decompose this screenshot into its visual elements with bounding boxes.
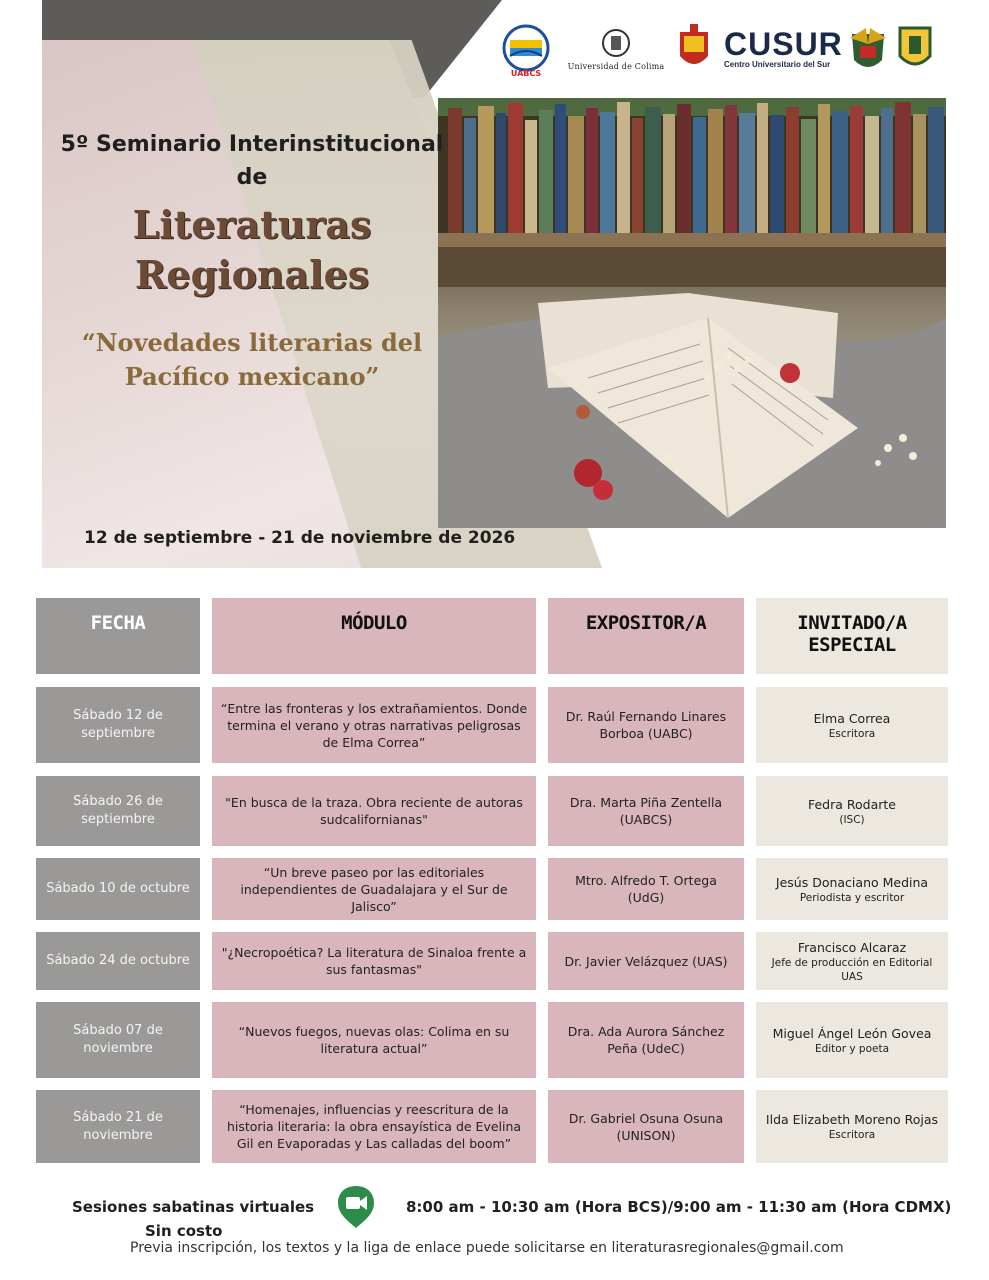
uas-logo: [848, 24, 888, 76]
date-range: 12 de septiembre - 21 de noviembre de 2026: [84, 528, 516, 548]
footer-cost: Sin costo: [145, 1222, 223, 1240]
row-3-guest: [756, 858, 948, 920]
seminar-title-line1: 5º Seminario Interinstitucional: [60, 132, 444, 157]
row-4-guest-name: Francisco Alcaraz: [797, 939, 907, 955]
row-6-speaker: Dr. Gabriel Osuna Osuna (UNISON): [548, 1090, 744, 1163]
row-4-date: Sábado 24 de octubre: [36, 932, 200, 990]
row-1-speaker: Dr. Raúl Fernando Linares Borboa (UABC): [548, 687, 744, 763]
row-4-guest: [756, 932, 948, 990]
main-title-line2: Regionales: [134, 252, 370, 297]
row-4-guest-role: Jefe de producción en Editorial UAS: [771, 956, 933, 983]
row-3-guest-name: Jesús Donaciano Medina: [775, 874, 929, 890]
row-2-module: [212, 776, 536, 846]
row-4-module-text: "¿Necropoética? La literatura de Sinaloa frente a sus fantasmas": [221, 945, 527, 977]
row-1-module-text: “Entre las fronteras y los extrañamientos. Donde termina el verano y otras narrativas peligrosas de Elma Correa”: [220, 700, 528, 750]
footer-time: 8:00 am - 10:30 am (Hora BCS)/9:00 am - 11:30 am (Hora CDMX): [406, 1198, 952, 1216]
row-1-guest: [756, 687, 948, 763]
books-photo: [438, 98, 946, 528]
footer-note: Previa inscripción, los textos y la liga de enlace puede solicitarse en literaturasregionales@gmail.com: [130, 1240, 844, 1256]
uabcs-logo: [500, 24, 552, 78]
header-modulo: MÓDULO: [212, 598, 536, 674]
row-2-guest: [756, 776, 948, 846]
google-meet-icon: [336, 1184, 376, 1230]
cusur-logo-text: CUSUR: [724, 26, 843, 62]
row-4-speaker: Dr. Javier Velázquez (UAS): [548, 932, 744, 990]
header-expositor: EXPOSITOR/A: [548, 598, 744, 674]
row-3-date: Sábado 10 de octubre: [36, 858, 200, 920]
uabcs-logo-text: UABCS: [510, 69, 542, 78]
row-2-guest-name: Fedra Rodarte: [807, 796, 896, 812]
seminar-title-line2: de: [236, 165, 268, 190]
row-1-date: Sábado 12 de septiembre: [36, 687, 200, 763]
main-title-line1: Literaturas: [132, 202, 372, 247]
row-6-module: [212, 1090, 536, 1163]
row-3-speaker: Mtro. Alfredo T. Ortega (UdG): [548, 858, 744, 920]
unison-logo: [896, 24, 934, 74]
subtitle-line2: Pacífico mexicano”: [124, 362, 380, 391]
row-6-module-text: “Homenajes, influencias y reescritura de la historia literaria: la obra ensayística de Evelina Gil en Evaporadas y Las calladas del boom”: [226, 1102, 522, 1151]
header-invitado: INVITADO/A ESPECIAL: [756, 598, 948, 674]
row-6-guest-role: Escritora: [828, 1129, 876, 1141]
row-5-date: Sábado 07 de noviembre: [36, 1002, 200, 1078]
row-3-guest-role: Periodista y escritor: [799, 891, 905, 904]
row-5-module: [212, 1002, 536, 1078]
cusur-logo: [724, 28, 843, 69]
udg-logo: [676, 22, 712, 74]
row-1-module: [212, 687, 536, 763]
udec-shield-icon: [601, 28, 631, 58]
row-6-guest-name: Ilda Elizabeth Moreno Rojas: [765, 1112, 939, 1127]
row-3-module: [212, 858, 536, 920]
row-5-guest-name: Miguel Ángel León Govea: [772, 1025, 932, 1041]
row-2-date: Sábado 26 de septiembre: [36, 776, 200, 846]
row-2-guest-role: (ISC): [839, 813, 865, 826]
row-5-guest-role: Editor y poeta: [814, 1042, 890, 1055]
row-6-date: Sábado 21 de noviembre: [36, 1090, 200, 1163]
footer-sessions: Sesiones sabatinas virtuales: [72, 1198, 315, 1216]
row-6-guest: [756, 1090, 948, 1163]
hero-text-block: [52, 128, 452, 394]
institution-logos: [500, 22, 940, 78]
udec-logo: [564, 28, 668, 71]
row-2-module-text: "En busca de la traza. Obra reciente de autoras sudcalifornianas": [225, 795, 523, 827]
subtitle-line1: “Novedades literarias del: [81, 328, 423, 357]
row-5-speaker: Dra. Ada Aurora Sánchez Peña (UdeC): [548, 1002, 744, 1078]
row-1-guest-name: Elma Correa: [813, 710, 891, 726]
cusur-logo-sub: Centro Universitario del Sur: [724, 60, 831, 69]
row-1-guest-role: Escritora: [828, 727, 876, 740]
row-2-speaker: Dra. Marta Piña Zentella (UABCS): [548, 776, 744, 846]
row-5-guest: [756, 1002, 948, 1078]
udec-logo-text: Universidad de Colima: [567, 62, 665, 71]
row-4-module: [212, 932, 536, 990]
row-5-module-text: “Nuevos fuegos, nuevas olas: Colima en su literatura actual”: [238, 1024, 510, 1056]
header-fecha: FECHA: [36, 598, 200, 674]
row-3-module-text: “Un breve paseo por las editoriales independientes de Guadalajara y el Sur de Jalisco”: [240, 864, 508, 914]
